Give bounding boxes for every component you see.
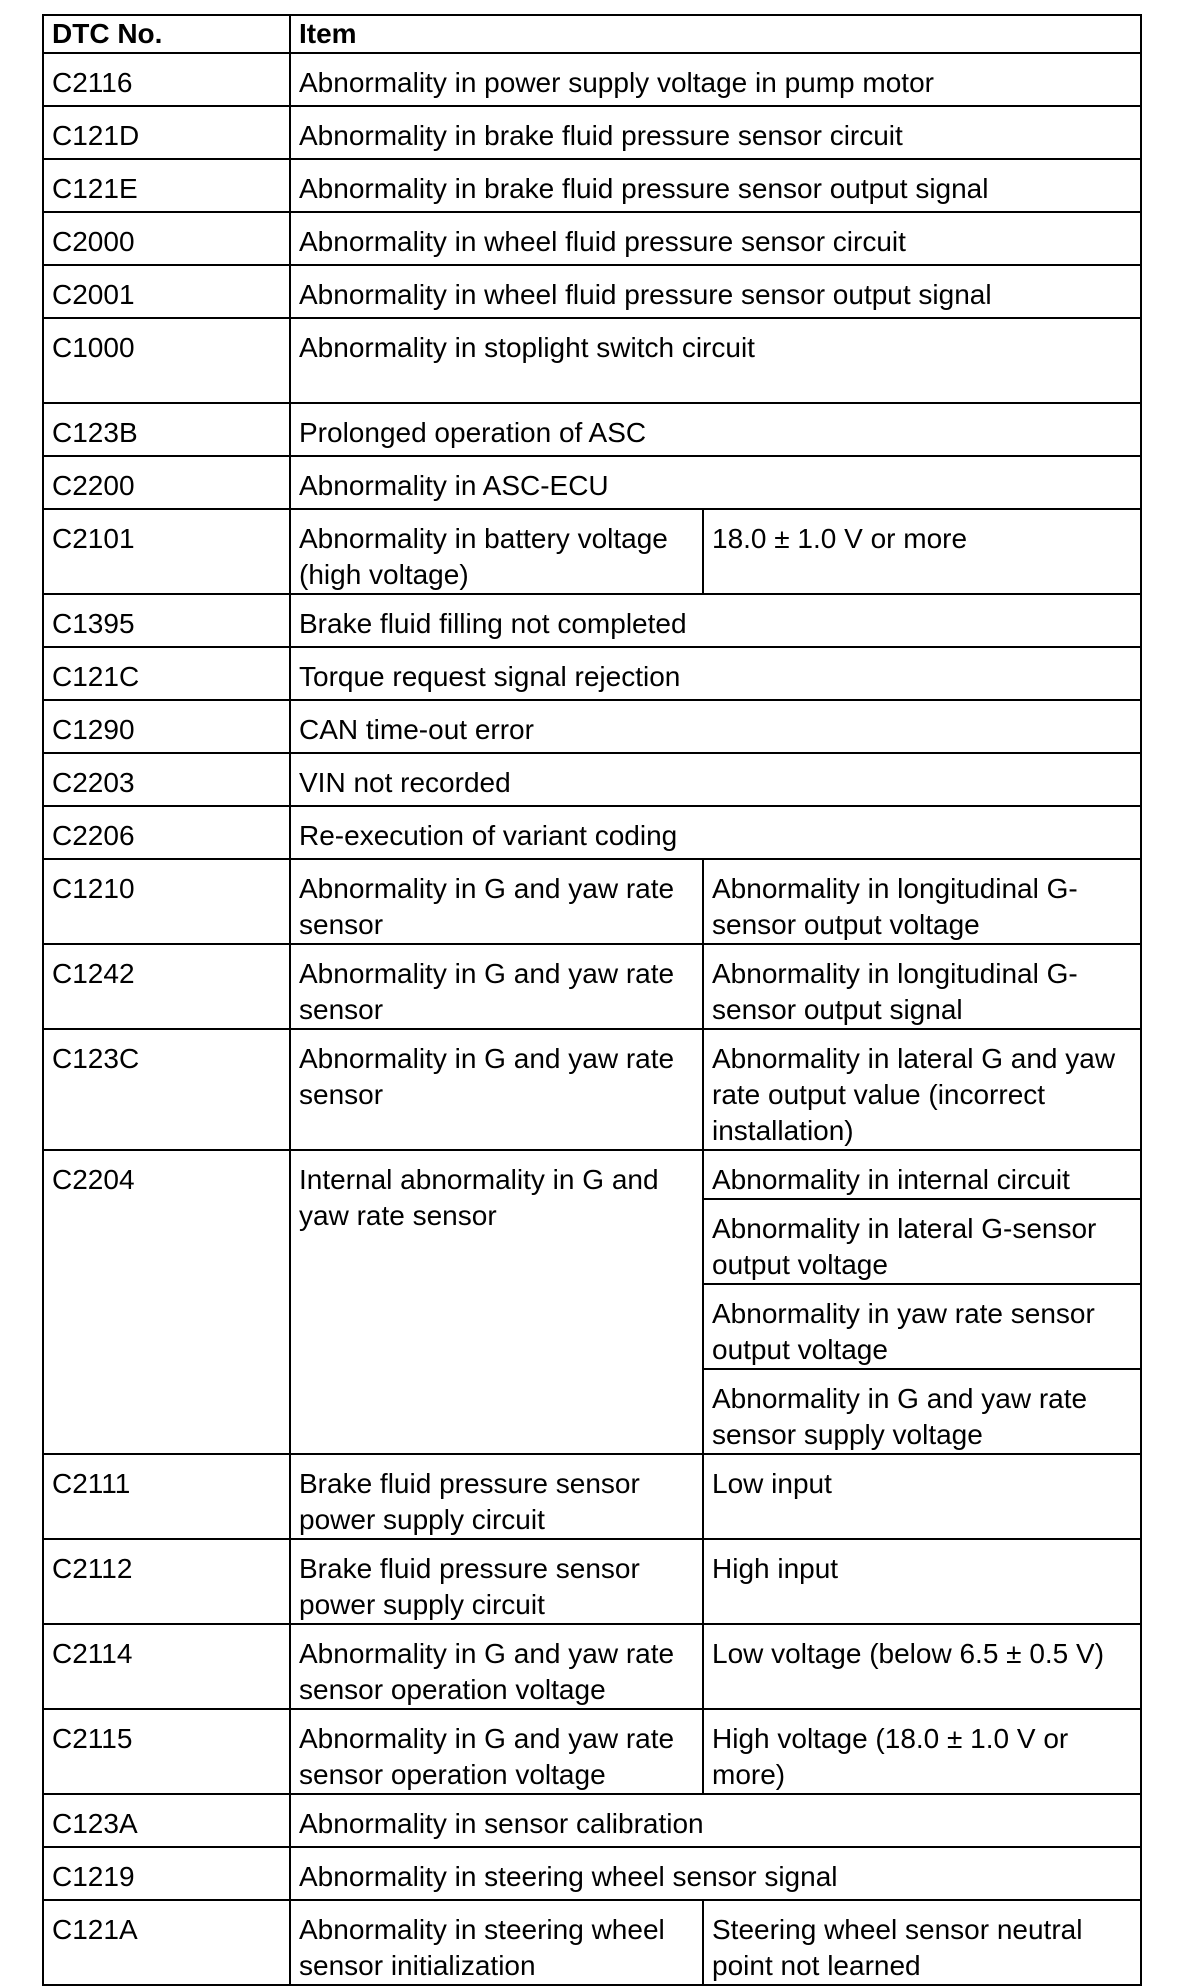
dtc-code: C123A	[43, 1794, 290, 1847]
dtc-detail: Abnormality in longitudinal G-sensor output signal	[703, 944, 1141, 1029]
table-row	[43, 647, 1141, 700]
dtc-item: Abnormality in power supply voltage in pump motor	[290, 53, 1141, 106]
dtc-item: Abnormality in G and yaw rate sensor	[290, 944, 703, 1029]
dtc-code: C1242	[43, 944, 290, 1029]
dtc-code: C2001	[43, 265, 290, 318]
dtc-code: C121D	[43, 106, 290, 159]
dtc-code: C2000	[43, 212, 290, 265]
dtc-item: Re-execution of variant coding	[290, 806, 1141, 859]
dtc-code: C2204	[43, 1150, 290, 1454]
table-row	[43, 212, 1141, 265]
dtc-item: Abnormality in G and yaw rate sensor operation voltage	[290, 1624, 703, 1709]
dtc-code: C121C	[43, 647, 290, 700]
table-row	[43, 944, 1141, 1029]
table-row	[43, 753, 1141, 806]
dtc-item: Abnormality in battery voltage (high voltage)	[290, 509, 703, 594]
dtc-code: C2112	[43, 1539, 290, 1624]
table-row	[43, 456, 1141, 509]
dtc-code: C1290	[43, 700, 290, 753]
table-row	[43, 1150, 1141, 1199]
dtc-code: C2115	[43, 1709, 290, 1794]
dtc-item: Prolonged operation of ASC	[290, 403, 1141, 456]
dtc-detail: Low voltage (below 6.5 ± 0.5 V)	[703, 1624, 1141, 1709]
dtc-detail: High input	[703, 1539, 1141, 1624]
dtc-item: Brake fluid filling not completed	[290, 594, 1141, 647]
dtc-item: Brake fluid pressure sensor power supply circuit	[290, 1539, 703, 1624]
dtc-item: Abnormality in wheel fluid pressure sensor output signal	[290, 265, 1141, 318]
dtc-code: C1000	[43, 318, 290, 403]
dtc-detail: 18.0 ± 1.0 V or more	[703, 509, 1141, 594]
table-row	[43, 1900, 1141, 1985]
header-row	[43, 15, 1141, 53]
dtc-item: VIN not recorded	[290, 753, 1141, 806]
dtc-detail: Abnormality in yaw rate sensor output voltage	[703, 1284, 1141, 1369]
dtc-code: C1210	[43, 859, 290, 944]
dtc-code: C2101	[43, 509, 290, 594]
dtc-detail: Abnormality in longitudinal G-sensor output voltage	[703, 859, 1141, 944]
dtc-table	[42, 14, 1142, 1986]
dtc-item: Abnormality in steering wheel sensor signal	[290, 1847, 1141, 1900]
dtc-item: Abnormality in steering wheel sensor initialization	[290, 1900, 703, 1985]
dtc-code: C121A	[43, 1900, 290, 1985]
dtc-item: Abnormality in brake fluid pressure sensor output signal	[290, 159, 1141, 212]
dtc-detail: Abnormality in internal circuit	[703, 1150, 1141, 1199]
dtc-item: Abnormality in wheel fluid pressure sensor circuit	[290, 212, 1141, 265]
dtc-code: C123C	[43, 1029, 290, 1150]
dtc-detail: Abnormality in lateral G and yaw rate output value (incorrect installation)	[703, 1029, 1141, 1150]
dtc-code: C2203	[43, 753, 290, 806]
dtc-item: Abnormality in brake fluid pressure sensor circuit	[290, 106, 1141, 159]
table-row	[43, 859, 1141, 944]
dtc-code: C1395	[43, 594, 290, 647]
dtc-item: Internal abnormality in G and yaw rate sensor	[290, 1150, 703, 1454]
dtc-item: Abnormality in G and yaw rate sensor operation voltage	[290, 1709, 703, 1794]
dtc-item: CAN time-out error	[290, 700, 1141, 753]
header-dtc-no: DTC No.	[43, 15, 290, 53]
dtc-detail: High voltage (18.0 ± 1.0 V or more)	[703, 1709, 1141, 1794]
dtc-code: C2111	[43, 1454, 290, 1539]
dtc-item: Abnormality in ASC-ECU	[290, 456, 1141, 509]
dtc-code: C2116	[43, 53, 290, 106]
table-row	[43, 594, 1141, 647]
dtc-item: Brake fluid pressure sensor power supply circuit	[290, 1454, 703, 1539]
table-row	[43, 106, 1141, 159]
dtc-code: C2206	[43, 806, 290, 859]
table-row	[43, 1624, 1141, 1709]
table-row	[43, 1847, 1141, 1900]
table-row	[43, 318, 1141, 403]
table-row	[43, 403, 1141, 456]
table-row	[43, 159, 1141, 212]
dtc-code: C1219	[43, 1847, 290, 1900]
dtc-detail: Steering wheel sensor neutral point not learned	[703, 1900, 1141, 1985]
dtc-item: Abnormality in sensor calibration	[290, 1794, 1141, 1847]
table-row	[43, 1709, 1141, 1794]
table-row	[43, 1454, 1141, 1539]
table-row	[43, 509, 1141, 594]
dtc-detail: Abnormality in lateral G-sensor output voltage	[703, 1199, 1141, 1284]
table-row	[43, 53, 1141, 106]
table-row	[43, 1029, 1141, 1150]
header-item: Item	[290, 15, 1141, 53]
table-row	[43, 1539, 1141, 1624]
dtc-code: C121E	[43, 159, 290, 212]
dtc-code: C2114	[43, 1624, 290, 1709]
table-row	[43, 700, 1141, 753]
dtc-item: Torque request signal rejection	[290, 647, 1141, 700]
dtc-detail: Abnormality in G and yaw rate sensor supply voltage	[703, 1369, 1141, 1454]
table-row	[43, 1794, 1141, 1847]
dtc-item: Abnormality in stoplight switch circuit	[290, 318, 1141, 403]
table-row	[43, 806, 1141, 859]
table-row	[43, 265, 1141, 318]
dtc-item: Abnormality in G and yaw rate sensor	[290, 859, 703, 944]
dtc-item: Abnormality in G and yaw rate sensor	[290, 1029, 703, 1150]
dtc-code: C123B	[43, 403, 290, 456]
dtc-code: C2200	[43, 456, 290, 509]
dtc-detail: Low input	[703, 1454, 1141, 1539]
